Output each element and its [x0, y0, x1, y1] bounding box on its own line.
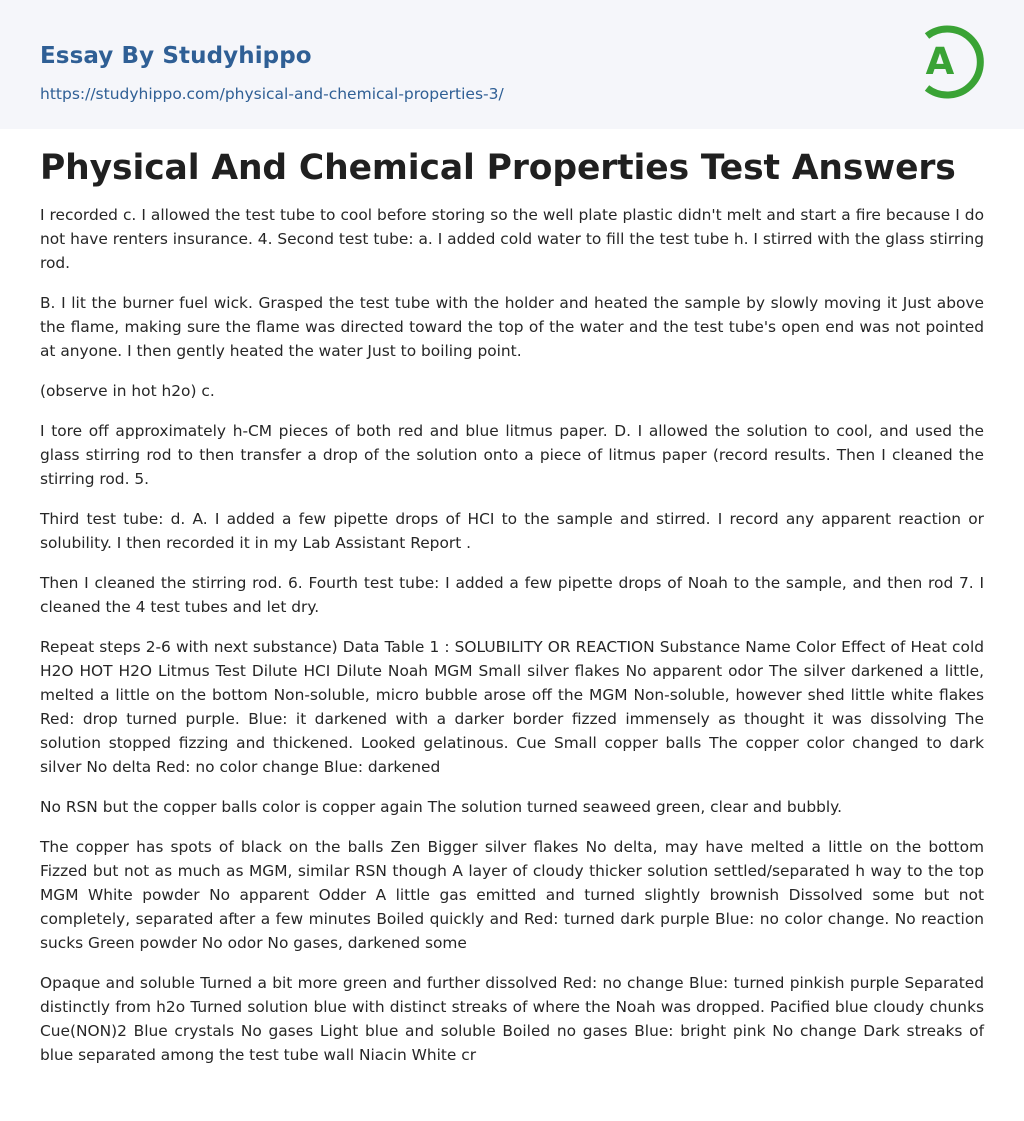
article-paragraph: I recorded c. I allowed the test tube to cool before storing so the well plate plastic didn't melt and start a fire because I do not have renters insurance. 4. Second test tube: a. I added cold water to fill the test tube h. I stirred with the glass stirring rod. — [40, 206, 984, 272]
studyhippo-logo-icon[interactable] — [910, 18, 988, 106]
article-paragraph: I tore off approximately h-CM pieces of both red and blue litmus paper. D. I allowed the solution to cool, and used the glass stirring rod to then transfer a drop of the solution onto a piece of litmus paper (record results. Then I cleaned the stirring rod. 5. — [40, 422, 984, 488]
article-paragraph: The copper has spots of black on the balls Zen Bigger silver flakes No delta, may have melted a little on the bottom Fizzed but not as much as MGM, similar RSN though A layer of cloudy thicker solution settled/separated h way to the top MGM White powder No apparent Odder A little gas emitted and turned slightly brownish Dissolved some but not completely, separated after a few minutes Boiled quickly and Red: turned dark purple Blue: no color change. No reaction sucks Green powder No odor No gases, darkened some — [40, 838, 984, 952]
site-header — [0, 0, 1024, 129]
article-paragraph: Opaque and soluble Turned a bit more green and further dissolved Red: no change Blue: turned pinkish purple Separated distinctly from h2o Turned solution blue with distinct streaks of where the Noah was dropped. Pacified blue cloudy chunks Cue(NON)2 Blue crystals No gases Light blue and soluble Boiled no gases Blue: bright pink No change Dark streaks of blue separated among the test tube wall Niacin White cr — [40, 974, 984, 1064]
logo-letter: A — [925, 40, 955, 83]
article-paragraph: (observe in hot h2o) c. — [40, 382, 215, 400]
article-paragraph: No RSN but the copper balls color is copper again The solution turned seaweed green, clear and bubbly. — [40, 798, 842, 816]
article-paragraph: Repeat steps 2-6 with next substance) Data Table 1 : SOLUBILITY OR REACTION Substance Name Color Effect of Heat cold H2O HOT H2O Litmus Test Dilute HCI Dilute Noah MGM Small silver flakes No apparent odor The silver darkened a little, melted a little on the bottom Non-soluble, micro bubble arose off the MGM Non-soluble, however shed little white flakes Red: drop turned purple. Blue: it darkened with a darker border fizzed immensely as thought it was dissolving The solution stopped fizzing and thickened. Looked gelatinous. Cue Small copper balls The copper color changed to dark silver No delta Red: no color change Blue: darkened — [40, 638, 984, 776]
site-brand[interactable]: Essay By Studyhippo — [40, 43, 312, 69]
article-paragraph: Then I cleaned the stirring rod. 6. Fourth test tube: I added a few pipette drops of Noah to the sample, and then rod 7. I cleaned the 4 test tubes and let dry. — [40, 574, 984, 616]
article — [0, 129, 1024, 1067]
article-paragraph: B. I lit the burner fuel wick. Grasped the test tube with the holder and heated the sample by slowly moving it Just above the flame, making sure the flame was directed toward the top of the water and the test tube's open end was not pointed at anyone. I then gently heated the water Just to boiling point. — [40, 294, 984, 360]
article-body — [40, 203, 984, 1067]
page-title: Physical And Chemical Properties Test Answers — [40, 148, 956, 188]
article-paragraph: Third test tube: d. A. I added a few pipette drops of HCI to the sample and stirred. I record any apparent reaction or solubility. I then recorded it in my Lab Assistant Report . — [40, 510, 984, 552]
page-url-link[interactable]: https://studyhippo.com/physical-and-chemical-properties-3/ — [40, 85, 504, 103]
